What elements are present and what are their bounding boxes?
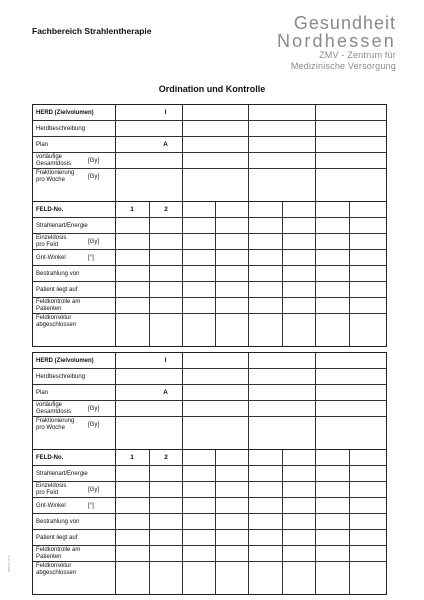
herd-section	[33, 105, 386, 201]
entry-cell[interactable]	[349, 498, 386, 514]
row-label: Fraktionierung pro Woche	[36, 170, 75, 183]
entry-cell[interactable]	[315, 105, 386, 121]
entry-cell[interactable]	[149, 482, 182, 498]
form-block-1	[32, 104, 387, 347]
field-number: 1	[130, 206, 134, 213]
entry-cell[interactable]	[182, 498, 215, 514]
entry-cell[interactable]	[282, 450, 315, 466]
row-label: Strahlenart/Energie	[36, 222, 88, 229]
entry-cell[interactable]	[282, 266, 315, 282]
entry-cell[interactable]	[115, 514, 149, 530]
row-label: Herdbeschreibung	[36, 373, 86, 380]
row-label: HERD (Zielvolumen)	[36, 109, 94, 116]
entry-cell[interactable]	[215, 202, 248, 218]
row-label: Gnt-Winkel	[36, 254, 66, 261]
entry-cell[interactable]	[115, 417, 182, 433]
entry-cell[interactable]	[248, 514, 282, 530]
entry-cell[interactable]	[248, 385, 315, 401]
feld-row	[33, 298, 386, 314]
entry-cell[interactable]	[315, 530, 349, 546]
entry-cell[interactable]	[115, 282, 149, 298]
entry-cell[interactable]	[182, 369, 248, 385]
entry-cell[interactable]	[315, 298, 349, 314]
row-label: FELD-No.	[36, 454, 64, 461]
row-label: HERD (Zielvolumen)	[36, 357, 94, 364]
entry-cell[interactable]	[115, 466, 149, 482]
herd-row	[33, 417, 386, 433]
feld-row	[33, 314, 386, 330]
feld-row	[33, 234, 386, 250]
entry-cell[interactable]	[215, 514, 248, 530]
logo-line-2: Nordhessen	[276, 31, 396, 51]
entry-cell[interactable]	[315, 417, 386, 433]
entry-cell[interactable]	[315, 202, 349, 218]
row-label: Plan	[36, 389, 49, 396]
logo-line-3: ZMV - Zentrum für	[319, 50, 396, 60]
entry-cell[interactable]	[149, 514, 182, 530]
entry-cell[interactable]	[149, 466, 182, 482]
row-label: Gnt-Winkel	[36, 502, 66, 509]
entry-cell[interactable]	[248, 153, 315, 169]
entry-cell[interactable]	[215, 498, 248, 514]
row-label: FELD-No.	[36, 206, 64, 213]
entry-cell[interactable]	[248, 234, 282, 250]
row-label: Bestrahlung von	[36, 270, 80, 277]
field-number: 1	[130, 454, 134, 461]
entry-cell[interactable]	[282, 282, 315, 298]
entry-cell[interactable]	[215, 298, 248, 314]
entry-cell[interactable]	[115, 498, 149, 514]
entry-cell[interactable]	[215, 266, 248, 282]
entry-cell[interactable]	[182, 250, 215, 266]
herd-section	[33, 353, 386, 449]
entry-cell[interactable]	[182, 530, 215, 546]
entry-cell[interactable]	[349, 530, 386, 546]
entry-cell[interactable]	[182, 105, 248, 121]
entry-cell[interactable]	[248, 314, 282, 330]
entry-cell[interactable]	[215, 282, 248, 298]
entry-cell[interactable]	[182, 266, 215, 282]
row-label: Herdbeschreibung	[36, 125, 86, 132]
entry-cell[interactable]	[115, 218, 149, 234]
entry-cell[interactable]	[248, 498, 282, 514]
entry-cell[interactable]	[149, 562, 182, 578]
entry-cell[interactable]	[149, 218, 182, 234]
entry-cell[interactable]	[315, 401, 386, 417]
entry-cell[interactable]	[349, 482, 386, 498]
entry-cell[interactable]	[182, 546, 215, 562]
entry-cell[interactable]	[349, 514, 386, 530]
entry-cell[interactable]	[248, 121, 315, 137]
entry-cell[interactable]	[182, 482, 215, 498]
entry-cell[interactable]	[115, 105, 182, 121]
row-label: vorläufige Gesamtdosis	[36, 402, 72, 415]
feld-row	[33, 482, 386, 498]
entry-cell[interactable]	[248, 562, 282, 578]
entry-cell[interactable]	[315, 266, 349, 282]
feld-row	[33, 202, 386, 218]
entry-cell[interactable]	[349, 546, 386, 562]
entry-cell[interactable]	[282, 530, 315, 546]
row-unit: [Gy]	[88, 405, 100, 412]
row-unit: [Gy]	[88, 173, 100, 180]
entry-cell[interactable]	[248, 137, 315, 153]
entry-cell[interactable]	[115, 234, 149, 250]
entry-cell[interactable]	[115, 353, 182, 369]
entry-cell[interactable]	[149, 530, 182, 546]
entry-cell[interactable]	[349, 466, 386, 482]
entry-cell[interactable]	[248, 353, 315, 369]
entry-cell[interactable]	[115, 121, 182, 137]
entry-cell[interactable]	[282, 514, 315, 530]
entry-cell[interactable]	[115, 169, 182, 185]
entry-cell[interactable]	[182, 514, 215, 530]
entry-cell[interactable]	[315, 153, 386, 169]
entry-cell[interactable]	[248, 466, 282, 482]
entry-cell[interactable]	[115, 137, 182, 153]
entry-cell[interactable]	[115, 450, 149, 466]
entry-cell[interactable]	[315, 218, 349, 234]
entry-cell[interactable]	[115, 401, 182, 417]
row-label: Patient liegt auf	[36, 534, 78, 541]
entry-cell[interactable]	[349, 450, 386, 466]
cell-marker: I	[164, 357, 167, 364]
entry-cell[interactable]	[315, 137, 386, 153]
row-label: Feldkontrolle am Patienten	[36, 547, 81, 560]
herd-row	[33, 153, 386, 169]
entry-cell[interactable]	[182, 353, 248, 369]
entry-cell[interactable]	[215, 450, 248, 466]
entry-cell[interactable]	[182, 234, 215, 250]
entry-cell[interactable]	[115, 385, 182, 401]
entry-cell[interactable]	[349, 282, 386, 298]
feld-row	[33, 250, 386, 266]
field-number: 2	[164, 206, 168, 213]
entry-cell[interactable]	[349, 314, 386, 330]
entry-cell[interactable]	[248, 282, 282, 298]
entry-cell[interactable]	[182, 121, 248, 137]
entry-cell[interactable]	[215, 482, 248, 498]
feld-row	[33, 466, 386, 482]
entry-cell[interactable]	[182, 450, 215, 466]
entry-cell[interactable]	[215, 466, 248, 482]
entry-cell[interactable]	[115, 369, 182, 385]
entry-cell[interactable]	[349, 202, 386, 218]
entry-cell[interactable]	[182, 202, 215, 218]
entry-cell[interactable]	[115, 546, 149, 562]
entry-cell[interactable]	[182, 137, 248, 153]
entry-cell[interactable]	[149, 234, 182, 250]
entry-cell[interactable]	[182, 562, 215, 578]
entry-cell[interactable]	[115, 202, 149, 218]
feld-row	[33, 498, 386, 514]
logo-line-4: Medizinische Versorgung	[290, 61, 396, 71]
entry-cell[interactable]	[282, 218, 315, 234]
entry-cell[interactable]	[315, 169, 386, 185]
entry-cell[interactable]	[349, 562, 386, 578]
entry-cell[interactable]	[115, 530, 149, 546]
entry-cell[interactable]	[248, 450, 282, 466]
entry-cell[interactable]	[315, 314, 349, 330]
row-label: vorläufige Gesamtdosis	[36, 154, 72, 167]
clinic-logo	[277, 14, 396, 72]
row-label: Strahlenart/Energie	[36, 470, 88, 477]
entry-cell[interactable]	[182, 466, 215, 482]
cell-marker: A	[163, 389, 168, 396]
feld-row	[33, 266, 386, 282]
entry-cell[interactable]	[315, 546, 349, 562]
row-unit: [°]	[88, 254, 94, 261]
entry-cell[interactable]	[315, 450, 349, 466]
feld-row	[33, 282, 386, 298]
entry-cell[interactable]	[248, 482, 282, 498]
feld-section	[33, 449, 386, 594]
entry-cell[interactable]	[349, 234, 386, 250]
entry-cell[interactable]	[115, 153, 182, 169]
entry-cell[interactable]	[248, 530, 282, 546]
entry-cell[interactable]	[282, 298, 315, 314]
entry-cell[interactable]	[115, 482, 149, 498]
feld-row	[33, 530, 386, 546]
entry-cell[interactable]	[315, 562, 349, 578]
entry-cell[interactable]	[115, 298, 149, 314]
entry-cell[interactable]	[182, 218, 215, 234]
entry-cell[interactable]	[215, 250, 248, 266]
entry-cell[interactable]	[182, 282, 215, 298]
row-label: Feldkorrektur abgeschlossen	[36, 563, 77, 576]
entry-cell[interactable]	[282, 562, 315, 578]
entry-cell[interactable]	[315, 250, 349, 266]
field-number: 2	[164, 454, 168, 461]
form-block-2	[32, 352, 387, 595]
herd-row	[33, 401, 386, 417]
entry-cell[interactable]	[248, 298, 282, 314]
row-label: Plan	[36, 141, 49, 148]
entry-cell[interactable]	[282, 466, 315, 482]
entry-cell[interactable]	[215, 314, 248, 330]
entry-cell[interactable]	[149, 250, 182, 266]
entry-cell[interactable]	[349, 266, 386, 282]
entry-cell[interactable]	[315, 234, 349, 250]
entry-cell[interactable]	[215, 234, 248, 250]
entry-cell[interactable]	[149, 498, 182, 514]
entry-cell[interactable]	[349, 218, 386, 234]
entry-cell[interactable]	[349, 250, 386, 266]
entry-cell[interactable]	[282, 314, 315, 330]
row-label: Bestrahlung von	[36, 518, 80, 525]
herd-row	[33, 121, 386, 137]
feld-row	[33, 514, 386, 530]
entry-cell[interactable]	[215, 530, 248, 546]
entry-cell[interactable]	[182, 385, 248, 401]
entry-cell[interactable]	[149, 314, 182, 330]
row-label: Feldkontrolle am Patienten	[36, 299, 81, 312]
entry-cell[interactable]	[115, 250, 149, 266]
entry-cell[interactable]	[215, 546, 248, 562]
cell-marker: A	[163, 141, 168, 148]
entry-cell[interactable]	[149, 202, 182, 218]
entry-cell[interactable]	[115, 562, 149, 578]
herd-row	[33, 169, 386, 185]
row-unit: [Gy]	[88, 421, 100, 428]
entry-cell[interactable]	[182, 417, 248, 433]
cell-marker: I	[164, 109, 167, 116]
entry-cell[interactable]	[248, 417, 315, 433]
entry-cell[interactable]	[215, 562, 248, 578]
entry-cell[interactable]	[282, 202, 315, 218]
row-label: Einzeldosis pro Feld	[36, 483, 67, 496]
entry-cell[interactable]	[115, 314, 149, 330]
herd-row	[33, 385, 386, 401]
herd-row	[33, 105, 386, 121]
entry-cell[interactable]	[315, 121, 386, 137]
form-title: Ordination und Kontrolle	[158, 84, 266, 94]
entry-cell[interactable]	[149, 450, 182, 466]
entry-cell[interactable]	[282, 498, 315, 514]
feld-row	[33, 546, 386, 562]
entry-cell[interactable]	[315, 385, 386, 401]
entry-cell[interactable]	[282, 482, 315, 498]
entry-cell[interactable]	[248, 105, 315, 121]
entry-cell[interactable]	[182, 298, 215, 314]
side-code: 5085 B 1114	[7, 555, 11, 572]
entry-cell[interactable]	[248, 546, 282, 562]
entry-cell[interactable]	[182, 153, 248, 169]
row-unit: [Gy]	[88, 238, 100, 245]
entry-cell[interactable]	[248, 266, 282, 282]
row-label: Patient liegt auf	[36, 286, 78, 293]
entry-cell[interactable]	[182, 401, 248, 417]
entry-cell[interactable]	[248, 369, 315, 385]
entry-cell[interactable]	[282, 250, 315, 266]
entry-cell[interactable]	[315, 369, 386, 385]
entry-cell[interactable]	[248, 250, 282, 266]
entry-cell[interactable]	[149, 546, 182, 562]
entry-cell[interactable]	[315, 466, 349, 482]
feld-section	[33, 201, 386, 346]
row-unit: [Gy]	[88, 486, 100, 493]
entry-cell[interactable]	[248, 202, 282, 218]
row-unit: [°]	[88, 502, 94, 509]
feld-row	[33, 562, 386, 578]
feld-row	[33, 218, 386, 234]
entry-cell[interactable]	[115, 266, 149, 282]
entry-cell[interactable]	[282, 234, 315, 250]
herd-row	[33, 369, 386, 385]
herd-row	[33, 353, 386, 369]
entry-cell[interactable]	[315, 282, 349, 298]
row-label: Fraktionierung pro Woche	[36, 418, 75, 431]
entry-cell[interactable]	[248, 218, 282, 234]
row-label: Einzeldosis pro Feld	[36, 235, 67, 248]
entry-cell[interactable]	[248, 401, 315, 417]
entry-cell[interactable]	[182, 169, 248, 185]
entry-cell[interactable]	[149, 266, 182, 282]
entry-cell[interactable]	[215, 218, 248, 234]
entry-cell[interactable]	[149, 298, 182, 314]
row-unit: [Gy]	[88, 157, 100, 164]
row-label: Feldkorrektur abgeschlossen	[36, 315, 77, 328]
entry-cell[interactable]	[315, 482, 349, 498]
entry-cell[interactable]	[282, 546, 315, 562]
entry-cell[interactable]	[182, 314, 215, 330]
entry-cell[interactable]	[315, 353, 386, 369]
entry-cell[interactable]	[315, 498, 349, 514]
entry-cell[interactable]	[149, 282, 182, 298]
herd-row	[33, 137, 386, 153]
entry-cell[interactable]	[248, 169, 315, 185]
entry-cell[interactable]	[349, 298, 386, 314]
logo-line-1: Gesundheit	[293, 13, 396, 33]
feld-row	[33, 450, 386, 466]
entry-cell[interactable]	[315, 514, 349, 530]
department-name: Fachbereich Strahlentherapie	[32, 26, 152, 36]
